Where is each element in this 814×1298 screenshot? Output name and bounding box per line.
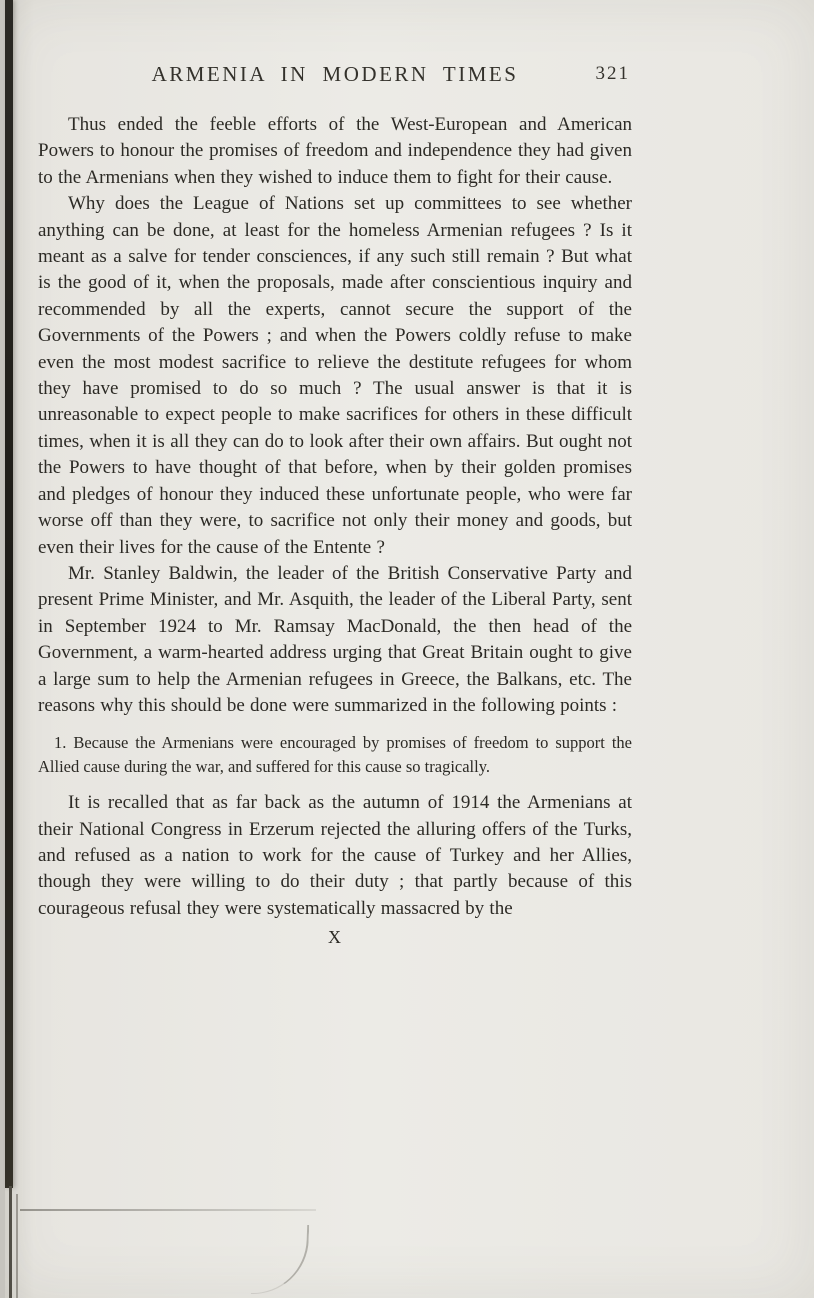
paragraph: Mr. Stanley Baldwin, the leader of the British Conservative Party and present Prime Minister, and Mr. Asquith, the leader of the Liberal Party, sent in September 1924 to Mr. Ramsay MacDonald, the then head of the Government, a warm-hearted address urging that Great Britain ought to give a large sum to help the Armenian refugees in Greece, the Balkans, etc. The reasons why this should be done were summarized in the following points : bbox=[38, 562, 632, 716]
paragraph: Why does the League of Nations set up committees to see whether anything can be done, at least for the homeless Armenian refugees ? Is it meant as a salve for tender consciences, if any such still remain ? But what is the good of it, when the proposals, made after conscientious inquiry and recommended by all the experts, cannot secure the support of the Governments of the Powers ; and when the Powers coldly refuse to make even the most modest sacrifice to relieve the destitute refugees for whom they have promised to do so much ? The usual answer is that it is unreasonable to expect people to make sacrifices for others in these difficult times, when it is all they can do to look after their own affairs. But ought not the Powers to have thought of that before, when by their golden promises and pledges of honour they induced these unfortunate people, who were far worse off than they were, to sacrifice not only their money and goods, but even their lives for the cause of the Entente ? bbox=[38, 193, 632, 558]
bottom-page-edge-rule bbox=[20, 1209, 316, 1211]
page-header bbox=[38, 62, 632, 87]
page-header-title: ARMENIA IN MODERN TIMES bbox=[151, 62, 519, 86]
paragraph: Thus ended the feeble efforts of the West-European and American Powers to honour the promises of freedom and independence they had given to the Armenians when they wished to induce them to fight for their cause. bbox=[38, 114, 632, 188]
spine-shadow bbox=[5, 0, 13, 1188]
numbered-point: 1. Because the Armenians were encouraged by promises of freedom to support the Allied cause during the war, and suffered for this cause so tragically. bbox=[38, 733, 632, 776]
signature-mark: X bbox=[328, 927, 342, 948]
page-edge-line-faint bbox=[16, 1194, 18, 1298]
page-curl-line bbox=[251, 1223, 309, 1296]
paragraph: It is recalled that as far back as the autumn of 1914 the Armenians at their National Congress in Erzerum rejected the alluring offers of the Turks, and refused as a nation to work for the cause of Turkey and her Allies, though they were willing to do their duty ; that partly because of this courageous refusal they were systematically massacred by the bbox=[38, 792, 632, 919]
page-number: 321 bbox=[595, 63, 630, 84]
text-block bbox=[38, 62, 632, 948]
page-edge-line bbox=[9, 1186, 12, 1298]
